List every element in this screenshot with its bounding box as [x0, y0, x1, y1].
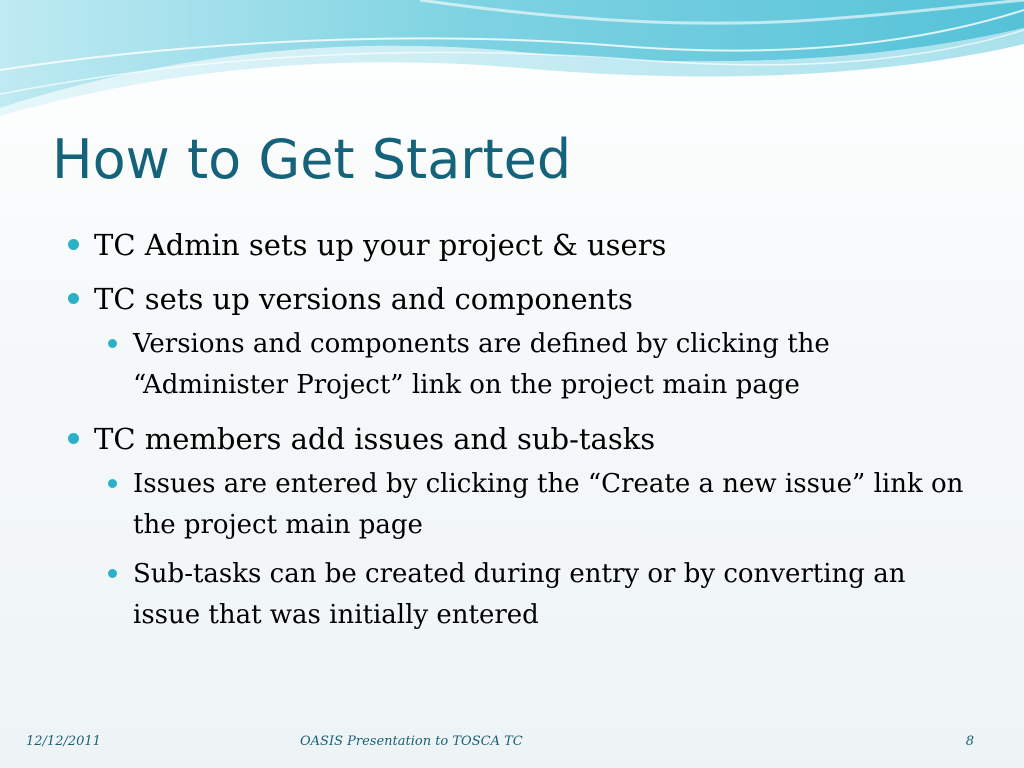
sub-bullet-dot-icon	[108, 569, 117, 578]
bullet-list	[66, 224, 966, 648]
bullet-text: TC Admin sets up your project & users	[94, 228, 667, 262]
bullet-text: TC members add issues and sub-tasks	[94, 422, 656, 456]
sub-bullet-text: Issues are entered by clicking the “Create a new issue” link on the project main page	[133, 469, 964, 540]
sub-bullet-text: Versions and components are defined by clicking the “Administer Project” link on the project main page	[133, 329, 830, 400]
sub-bullet-list	[94, 324, 966, 406]
footer-presentation-title: OASIS Presentation to TOSCA TC	[300, 734, 523, 749]
sub-bullet-dot-icon	[108, 479, 117, 488]
header-wave-decoration	[0, 0, 1024, 120]
bullet-text: TC sets up versions and components	[94, 282, 633, 316]
footer-date: 12/12/2011	[26, 734, 101, 749]
bullet-dot-icon	[68, 293, 79, 304]
bullet-dot-icon	[68, 433, 79, 444]
sub-bullet-item	[106, 324, 966, 406]
footer-page-number: 8	[965, 734, 974, 749]
sub-bullet-list	[94, 464, 966, 636]
slide-title: How to Get Started	[52, 128, 572, 191]
sub-bullet-item	[106, 554, 966, 636]
sub-bullet-item	[106, 464, 966, 546]
sub-bullet-dot-icon	[108, 339, 117, 348]
bullet-item	[66, 278, 966, 406]
bullet-item	[66, 418, 966, 636]
sub-bullet-text: Sub-tasks can be created during entry or by converting an issue that was initially entered	[133, 559, 906, 630]
bullet-item	[66, 224, 966, 266]
bullet-dot-icon	[68, 239, 79, 250]
